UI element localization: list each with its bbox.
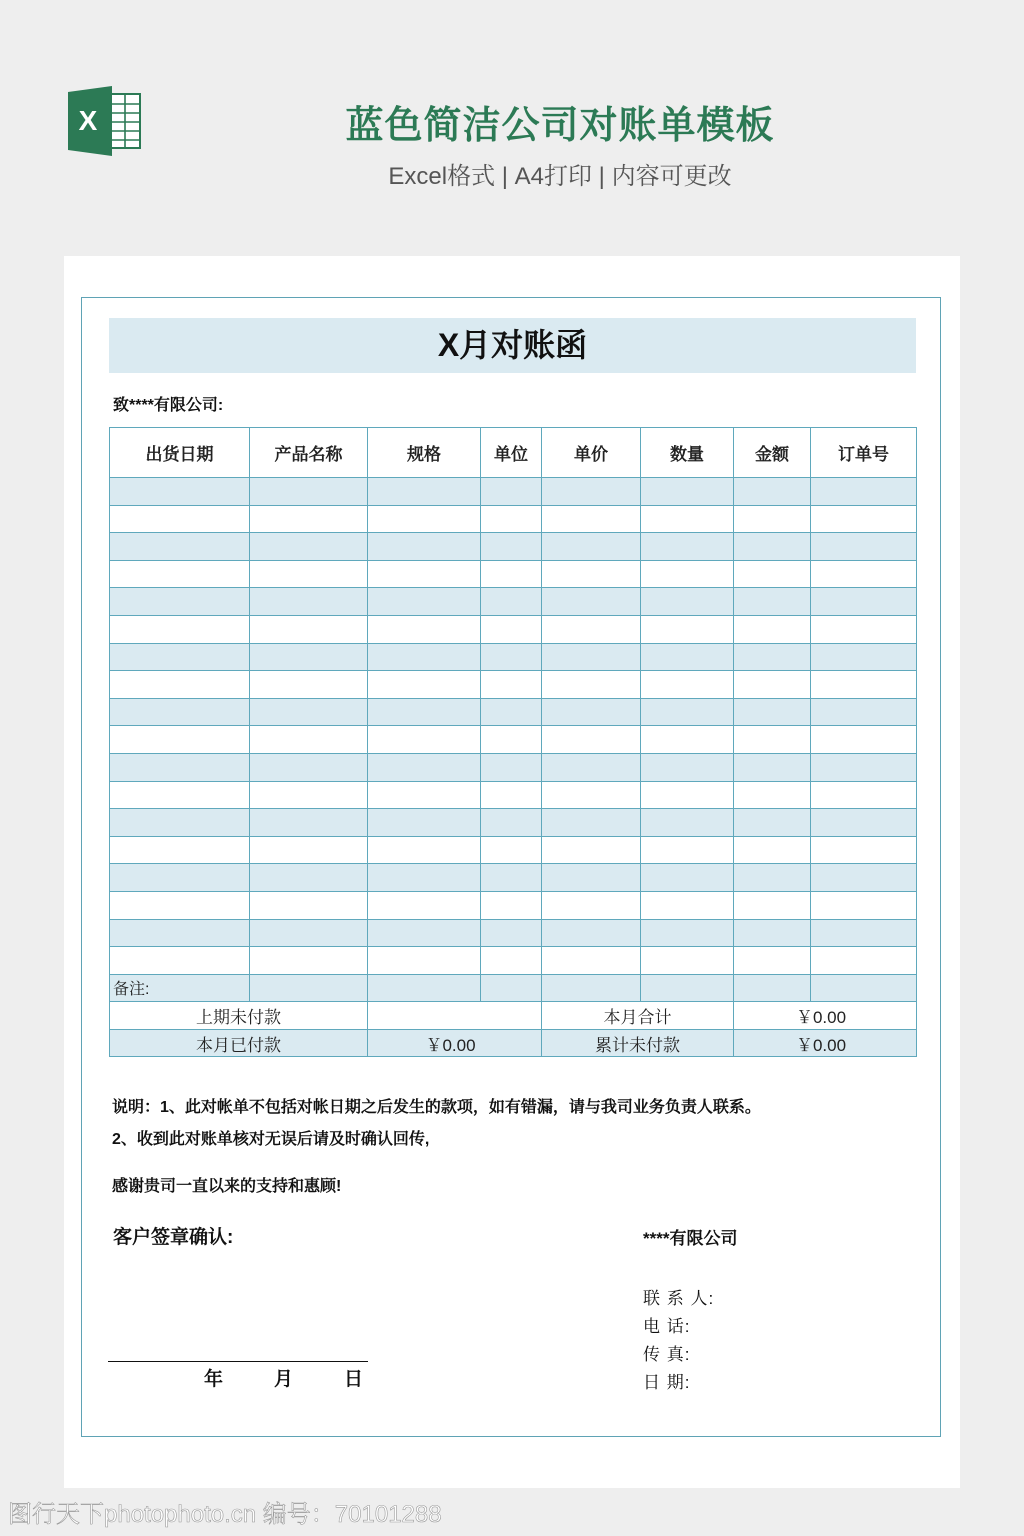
table-row xyxy=(110,478,917,506)
table-cell[interactable] xyxy=(811,698,917,726)
table-cell[interactable] xyxy=(734,478,811,506)
table-cell[interactable] xyxy=(641,698,734,726)
table-row xyxy=(110,588,917,616)
table-cell[interactable] xyxy=(481,588,542,616)
table-row xyxy=(110,533,917,561)
table-cell[interactable] xyxy=(641,505,734,533)
table-cell[interactable] xyxy=(368,726,481,754)
table-cell[interactable] xyxy=(641,809,734,837)
table-cell[interactable] xyxy=(542,478,641,506)
table-cell[interactable] xyxy=(542,533,641,561)
month-paid-value[interactable]: ￥0.00 xyxy=(368,1029,542,1057)
table-cell[interactable] xyxy=(811,809,917,837)
table-cell[interactable] xyxy=(811,533,917,561)
table-cell[interactable] xyxy=(734,533,811,561)
table-cell[interactable] xyxy=(542,809,641,837)
phone-label: 电 话: xyxy=(643,1317,691,1336)
table-cell[interactable] xyxy=(250,864,368,892)
table-cell[interactable] xyxy=(110,947,250,975)
table-cell[interactable] xyxy=(734,974,811,1002)
table-header-row xyxy=(110,428,917,478)
table-cell[interactable] xyxy=(811,864,917,892)
signature-line[interactable] xyxy=(108,1361,368,1362)
column-header: 单位 xyxy=(481,428,542,478)
table-cell[interactable] xyxy=(250,891,368,919)
table-cell[interactable] xyxy=(481,533,542,561)
table-cell[interactable] xyxy=(811,947,917,975)
table-cell[interactable] xyxy=(481,919,542,947)
prev-unpaid-value[interactable] xyxy=(368,1002,542,1030)
table-cell[interactable] xyxy=(641,643,734,671)
table-cell[interactable] xyxy=(542,726,641,754)
excel-icon-letter: X xyxy=(78,105,98,136)
table-cell[interactable] xyxy=(734,505,811,533)
table-cell[interactable] xyxy=(811,643,917,671)
table-cell[interactable] xyxy=(110,560,250,588)
table-cell[interactable] xyxy=(250,974,368,1002)
month-paid-label: 本月已付款 xyxy=(110,1029,368,1057)
table-cell[interactable] xyxy=(811,781,917,809)
customer-signature-label: 客户签章确认: xyxy=(113,1227,234,1248)
table-cell[interactable] xyxy=(811,505,917,533)
table-cell[interactable] xyxy=(250,533,368,561)
table-cell[interactable] xyxy=(368,919,481,947)
table-cell[interactable] xyxy=(250,809,368,837)
table-cell[interactable] xyxy=(811,560,917,588)
table-cell[interactable] xyxy=(250,726,368,754)
table-cell[interactable] xyxy=(250,588,368,616)
summary-row xyxy=(110,1002,917,1030)
table-cell[interactable] xyxy=(542,974,641,1002)
table-cell[interactable] xyxy=(110,671,250,699)
table-cell[interactable] xyxy=(368,505,481,533)
column-header: 金额 xyxy=(734,428,811,478)
table-cell[interactable] xyxy=(481,643,542,671)
table-cell[interactable] xyxy=(481,671,542,699)
table-cell[interactable] xyxy=(368,533,481,561)
thanks-line: 感谢贵司一直以来的支持和惠顾! xyxy=(112,1178,342,1195)
table-cell[interactable] xyxy=(641,533,734,561)
table-cell[interactable] xyxy=(110,588,250,616)
table-row xyxy=(110,726,917,754)
table-cell[interactable] xyxy=(368,864,481,892)
table-cell[interactable] xyxy=(368,753,481,781)
table-cell[interactable] xyxy=(734,726,811,754)
table-cell[interactable] xyxy=(542,891,641,919)
prev-unpaid-label: 上期未付款 xyxy=(110,1002,368,1030)
month-total-value[interactable]: ￥0.00 xyxy=(734,1002,917,1030)
table-cell[interactable] xyxy=(811,919,917,947)
table-cell[interactable] xyxy=(368,809,481,837)
table-cell[interactable] xyxy=(110,919,250,947)
remark-label: 备注: xyxy=(110,974,250,1002)
table-cell[interactable] xyxy=(481,809,542,837)
remark-row xyxy=(110,974,917,1002)
table-row xyxy=(110,919,917,947)
page-title: 蓝色简洁公司对账单模板 xyxy=(345,105,775,147)
table-cell[interactable] xyxy=(542,947,641,975)
table-cell[interactable] xyxy=(368,588,481,616)
table-cell[interactable] xyxy=(811,671,917,699)
table-cell[interactable] xyxy=(481,781,542,809)
table-row xyxy=(110,809,917,837)
table-cell[interactable] xyxy=(641,891,734,919)
column-header: 数量 xyxy=(641,428,734,478)
column-header: 单价 xyxy=(542,428,641,478)
watermark: 图行天下photophoto.cn 编号：70101288 xyxy=(8,1501,442,1528)
signature-year: 年 xyxy=(204,1369,224,1390)
table-cell[interactable] xyxy=(734,753,811,781)
fax-label: 传 真: xyxy=(643,1345,691,1364)
table-cell[interactable] xyxy=(481,560,542,588)
table-cell[interactable] xyxy=(110,505,250,533)
column-header: 规格 xyxy=(368,428,481,478)
table-cell[interactable] xyxy=(481,891,542,919)
table-row xyxy=(110,671,917,699)
table-cell[interactable] xyxy=(734,891,811,919)
table-cell[interactable] xyxy=(641,781,734,809)
excel-icon xyxy=(66,86,142,156)
table-cell[interactable] xyxy=(110,809,250,837)
cumulative-unpaid-value[interactable]: ￥0.00 xyxy=(734,1029,917,1057)
column-header: 出货日期 xyxy=(110,428,250,478)
table-cell[interactable] xyxy=(481,753,542,781)
table-cell[interactable] xyxy=(368,781,481,809)
table-cell[interactable] xyxy=(250,698,368,726)
table-cell[interactable] xyxy=(110,726,250,754)
table-cell[interactable] xyxy=(641,478,734,506)
recipient-line: 致****有限公司: xyxy=(113,397,224,414)
table-cell[interactable] xyxy=(542,615,641,643)
table-row xyxy=(110,505,917,533)
contact-person-label: 联 系 人: xyxy=(643,1289,715,1308)
table-row xyxy=(110,947,917,975)
table-cell[interactable] xyxy=(250,753,368,781)
table-cell[interactable] xyxy=(110,836,250,864)
table-cell[interactable] xyxy=(734,919,811,947)
table-cell[interactable] xyxy=(641,753,734,781)
table-cell[interactable] xyxy=(734,836,811,864)
summary-row xyxy=(110,1029,917,1057)
table-cell[interactable] xyxy=(641,864,734,892)
cumulative-unpaid-label: 累计未付款 xyxy=(542,1029,734,1057)
table-row xyxy=(110,698,917,726)
table-cell[interactable] xyxy=(542,671,641,699)
table-cell[interactable] xyxy=(368,947,481,975)
table-cell[interactable] xyxy=(734,643,811,671)
table-cell[interactable] xyxy=(368,560,481,588)
table-cell[interactable] xyxy=(110,864,250,892)
table-cell[interactable] xyxy=(811,836,917,864)
table-cell[interactable] xyxy=(250,560,368,588)
table-row xyxy=(110,864,917,892)
table-cell[interactable] xyxy=(481,726,542,754)
table-cell[interactable] xyxy=(641,947,734,975)
table-cell[interactable] xyxy=(734,698,811,726)
table-row xyxy=(110,891,917,919)
table-cell[interactable] xyxy=(542,588,641,616)
table-cell[interactable] xyxy=(641,974,734,1002)
table-cell[interactable] xyxy=(110,891,250,919)
table-cell[interactable] xyxy=(641,588,734,616)
table-cell[interactable] xyxy=(542,919,641,947)
table-cell[interactable] xyxy=(734,671,811,699)
table-cell[interactable] xyxy=(110,698,250,726)
table-row xyxy=(110,560,917,588)
table-cell[interactable] xyxy=(542,560,641,588)
table-cell[interactable] xyxy=(110,781,250,809)
table-cell[interactable] xyxy=(368,974,481,1002)
table-row xyxy=(110,836,917,864)
table-cell[interactable] xyxy=(368,836,481,864)
table-cell[interactable] xyxy=(811,753,917,781)
document-sheet xyxy=(64,256,960,1488)
table-cell[interactable] xyxy=(250,947,368,975)
table-cell[interactable] xyxy=(641,836,734,864)
table-cell[interactable] xyxy=(811,478,917,506)
table-cell[interactable] xyxy=(110,615,250,643)
table-cell[interactable] xyxy=(481,478,542,506)
table-cell[interactable] xyxy=(368,671,481,699)
table-cell[interactable] xyxy=(250,919,368,947)
table-cell[interactable] xyxy=(110,643,250,671)
table-cell[interactable] xyxy=(542,643,641,671)
table-cell[interactable] xyxy=(481,615,542,643)
table-cell[interactable] xyxy=(811,588,917,616)
table-cell[interactable] xyxy=(734,781,811,809)
table-cell[interactable] xyxy=(734,560,811,588)
table-cell[interactable] xyxy=(368,478,481,506)
table-cell[interactable] xyxy=(481,505,542,533)
table-cell[interactable] xyxy=(250,671,368,699)
table-cell[interactable] xyxy=(250,643,368,671)
table-cell[interactable] xyxy=(250,836,368,864)
table-cell[interactable] xyxy=(110,753,250,781)
table-cell[interactable] xyxy=(481,698,542,726)
table-cell[interactable] xyxy=(641,560,734,588)
column-header: 订单号 xyxy=(811,428,917,478)
month-total-label: 本月合计 xyxy=(542,1002,734,1030)
table-cell[interactable] xyxy=(481,864,542,892)
document-title: X月对账函 xyxy=(109,318,916,373)
note-line-1: 说明：1、此对帐单不包括对帐日期之后发生的款项，如有错漏，请与我司业务负责人联系。 xyxy=(112,1099,761,1116)
table-cell[interactable] xyxy=(734,864,811,892)
table-cell[interactable] xyxy=(811,726,917,754)
table-cell[interactable] xyxy=(641,615,734,643)
table-row xyxy=(110,781,917,809)
table-cell[interactable] xyxy=(481,947,542,975)
table-cell[interactable] xyxy=(542,836,641,864)
table-cell[interactable] xyxy=(542,698,641,726)
table-cell[interactable] xyxy=(811,615,917,643)
table-cell[interactable] xyxy=(542,505,641,533)
table-cell[interactable] xyxy=(641,726,734,754)
table-cell[interactable] xyxy=(811,974,917,1002)
table-cell[interactable] xyxy=(481,974,542,1002)
note-line-2: 2、收到此对账单核对无误后请及时确认回传, xyxy=(112,1131,430,1148)
column-header: 产品名称 xyxy=(250,428,368,478)
table-cell[interactable] xyxy=(542,753,641,781)
table-cell[interactable] xyxy=(481,836,542,864)
table-cell[interactable] xyxy=(110,533,250,561)
table-cell[interactable] xyxy=(368,698,481,726)
table-cell[interactable] xyxy=(250,781,368,809)
signature-month: 月 xyxy=(274,1369,294,1390)
table-cell[interactable] xyxy=(250,505,368,533)
statement-table xyxy=(109,427,917,1057)
table-cell[interactable] xyxy=(368,615,481,643)
table-cell[interactable] xyxy=(811,891,917,919)
table-cell[interactable] xyxy=(250,615,368,643)
table-cell[interactable] xyxy=(542,864,641,892)
page-subtitle: Excel格式 | A4打印 | 内容可更改 xyxy=(388,163,732,190)
table-row xyxy=(110,643,917,671)
table-row xyxy=(110,615,917,643)
table-cell[interactable] xyxy=(641,919,734,947)
signature-day: 日 xyxy=(344,1369,364,1390)
table-row xyxy=(110,753,917,781)
date-label: 日 期: xyxy=(643,1373,691,1392)
table-cell[interactable] xyxy=(734,588,811,616)
table-cell[interactable] xyxy=(250,478,368,506)
issuer-company: ****有限公司 xyxy=(643,1229,738,1248)
table-cell[interactable] xyxy=(542,781,641,809)
table-cell[interactable] xyxy=(641,671,734,699)
table-cell[interactable] xyxy=(110,478,250,506)
table-cell[interactable] xyxy=(368,643,481,671)
table-cell[interactable] xyxy=(368,891,481,919)
table-cell[interactable] xyxy=(734,947,811,975)
table-cell[interactable] xyxy=(734,809,811,837)
table-cell[interactable] xyxy=(734,615,811,643)
